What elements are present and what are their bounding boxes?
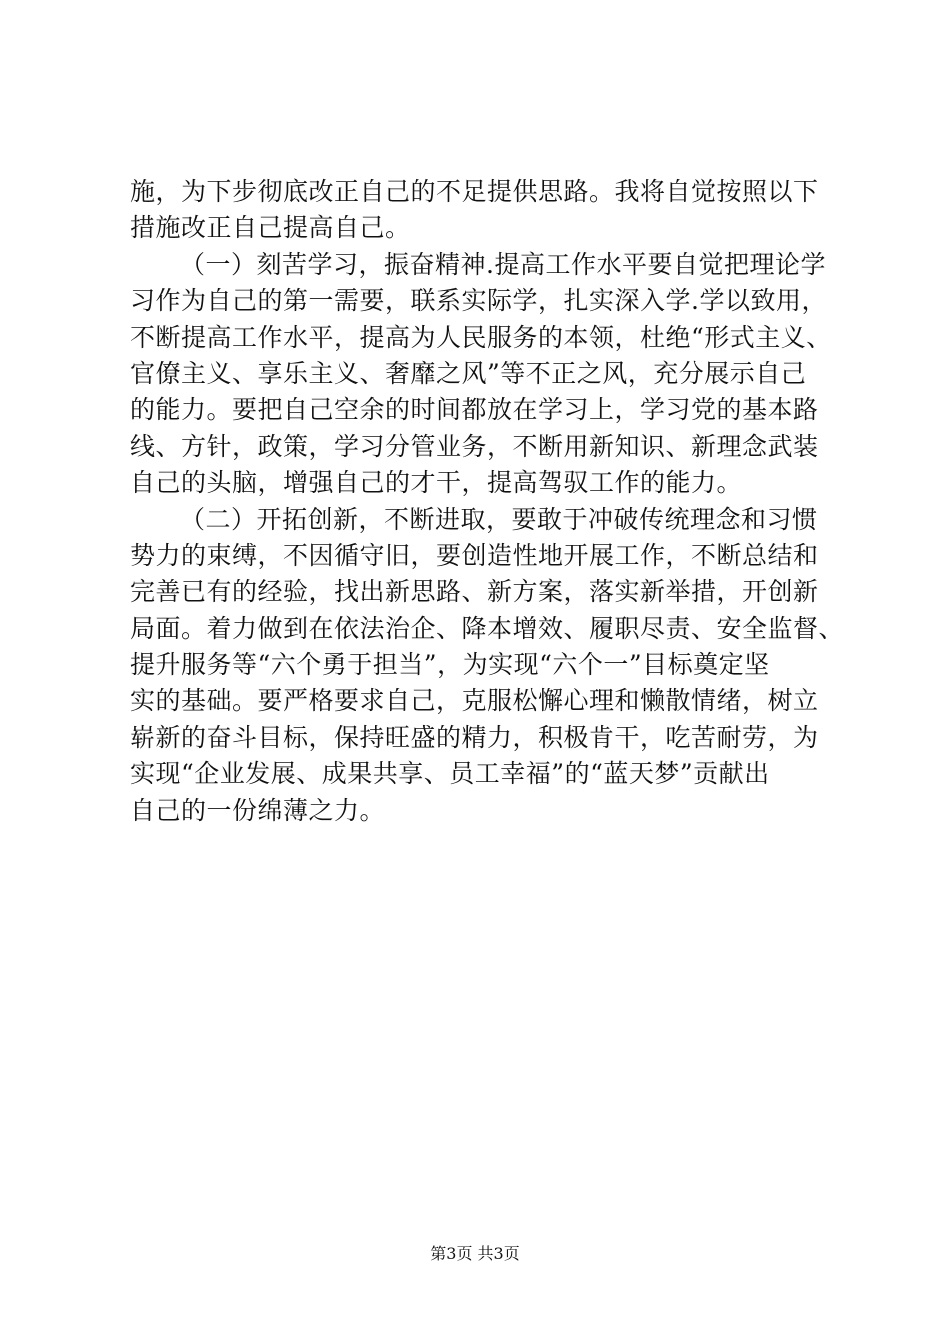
text-line: 自己的一份绵薄之力。	[130, 795, 386, 825]
text-line: 提升服务等“六个勇于担当”，为实现“六个一”目标奠定坚	[130, 650, 770, 680]
text-line: 措施改正自己提高自己。	[130, 213, 411, 243]
text-line: 自己的头脑，增强自己的才干，提高驾驭工作的能力。	[130, 468, 743, 498]
text-line: 势力的束缚，不因循守旧，要创造性地开展工作，不断总结和	[130, 540, 819, 570]
text-line: 习作为自己的第一需要，联系实际学，扎实深入学.学以致用，	[130, 286, 827, 316]
paragraph-first-line: （一）刻苦学习，振奋精神.提高工作水平要自觉把理论学	[180, 249, 826, 279]
text-line: 崭新的奋斗目标，保持旺盛的精力，积极肯干，吃苦耐劳，为	[130, 722, 819, 752]
paragraph-first-line: （二）开拓创新，不断进取，要敢于冲破传统理念和习惯	[180, 504, 818, 534]
text-line: 官僚主义、享乐主义、奢靡之风”等不正之风，充分展示自己	[130, 358, 807, 388]
text-line: 不断提高工作水平，提高为人民服务的本领，杜绝“形式主义、	[130, 322, 832, 352]
text-line: 线、方针，政策，学习分管业务，不断用新知识、新理念武装	[130, 431, 819, 461]
text-line: 局面。着力做到在依法治企、降本增效、履职尽责、安全监督、	[130, 613, 845, 643]
page-number-footer: 第3页 共3页	[430, 1244, 520, 1263]
text-line: 实的基础。要严格要求自己，克服松懈心理和懒散情绪，树立	[130, 686, 819, 716]
text-line: 实现“企业发展、成果共享、员工幸福”的“蓝天梦”贡献出	[130, 759, 770, 789]
text-line: 完善已有的经验，找出新思路、新方案，落实新举措，开创新	[130, 577, 819, 607]
document-body	[130, 174, 845, 829]
text-line: 的能力。要把自己空余的时间都放在学习上，学习党的基本路	[130, 395, 819, 425]
text-line: 施，为下步彻底改正自己的不足提供思路。我将自觉按照以下	[130, 177, 819, 206]
